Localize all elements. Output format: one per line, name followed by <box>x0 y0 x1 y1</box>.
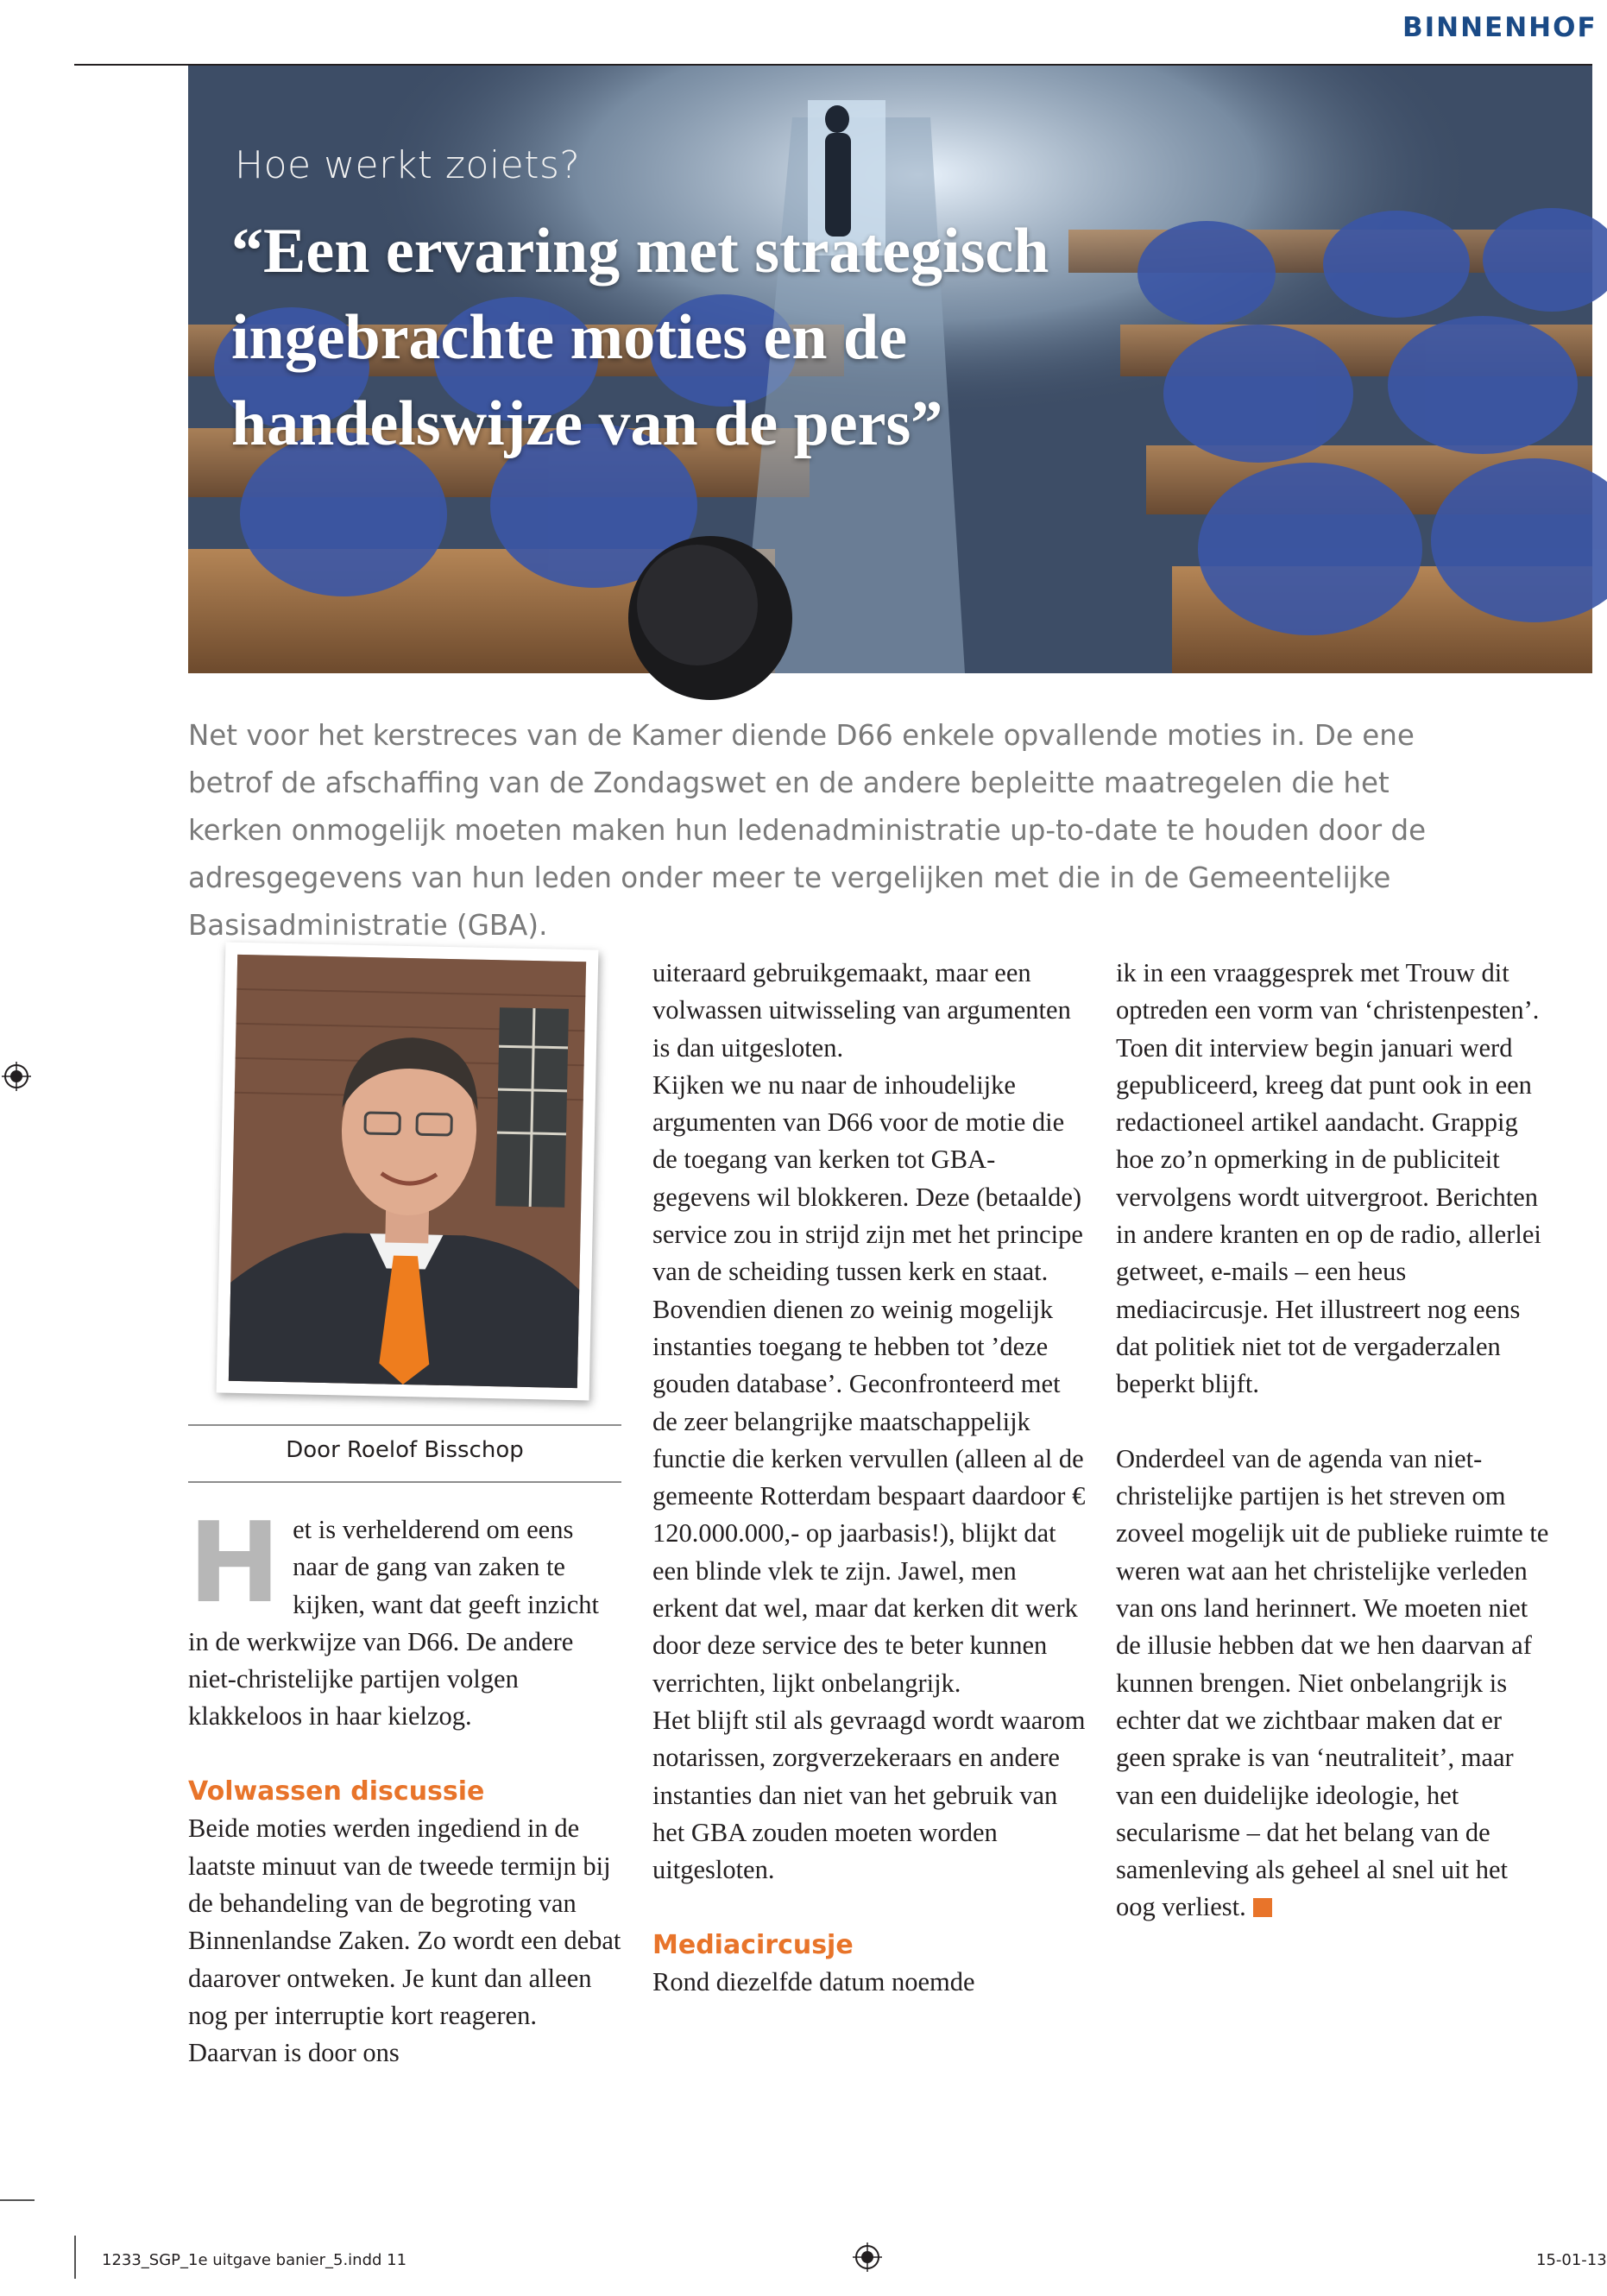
closing-text: Onderdeel van de agenda van niet-christelijke partijen is het streven om zoveel mogelijk uit de publieke ruimte te weren wat aan het christelijke verleden van ons land herinnert. We moeten niet de illusie hebben dat we hen daarvan af kunnen brengen. Niet onbelangrijk is echter dat we zichtbaar maken dat er geen sprake is van ‘neutraliteit’, maar van een duidelijke ideologie, het secularisme – dat het belang van de samenleving als geheel al snel uit het oog verliest. <box>1116 1443 1549 1922</box>
hero-title-line: “Een ervaring met strategisch <box>231 216 1049 287</box>
body-paragraph: Beide moties werden ingediend in de laatste minuut van de tweede termijn bij de behandeling van de begroting van Binnenlandse Zaken. Zo wordt een debat daarover ontweken. Je kunt dan alleen nog per interruptie kort reageren. Daarvan is door ons <box>188 1813 621 2068</box>
crop-mark <box>74 2236 76 2279</box>
byline: Door Roelof Bisschop <box>286 1437 524 1463</box>
footer-filename: 1233_SGP_1e uitgave banier_5.indd 11 <box>102 2251 407 2269</box>
intro-paragraph: Net voor het kerstreces van de Kamer diende D66 enkele opvallende moties in. De ene betrof de afschaffing van de Zondagswet en de andere bepleitte maatregelen die het kerken onmogelijk moeten maken hun ledenadministratie up-to-date te houden door de adresgegevens van hun leden onder meer te vergelijken met die in de Gemeentelijke Basisadministratie (GBA). <box>188 719 1427 942</box>
hero-title-line: ingebrachte moties en de <box>231 302 908 373</box>
hero-image <box>188 66 1592 673</box>
footer-date: 15-01-13 <box>1536 2251 1607 2269</box>
section-label: BINNENHOF <box>1402 12 1598 43</box>
byline-rule-bottom <box>188 1481 621 1483</box>
article-column-2 <box>652 955 1086 2001</box>
dropcap: H <box>188 1499 281 1628</box>
article-column-1 <box>188 1499 621 2072</box>
body-paragraph: uiteraard gebruikgemaakt, maar een volwassen uitwisseling van argumenten is dan uitgesloten. <box>652 958 1071 1063</box>
article-column-3 <box>1116 955 1549 1927</box>
body-paragraph: Kijken we nu naar de inhoudelijke argumenten van D66 voor de motie die de toegang van kerken tot GBA-gegevens wil blokkeren. Deze (betaalde) service zou in strijd zijn met het principe van de scheiding tussen kerk en staat. Bovendien dienen zo weinig mogelijk instanties toegang te hebben tot ’deze gouden database’. Geconfronteerd met de zeer belangrijke maatschappelijk functie die kerken vervullen (alleen al de gemeente Rotterdam bespaart daardoor € 120.000.000,- op jaarbasis!), blijkt dat een blinde vlek te zijn. Jawel, men erkent dat wel, maar dat kerken dit werk door deze service des te beter kunnen verrichten, lijkt onbelangrijk. <box>652 1069 1086 1698</box>
body-paragraph: Het blijft stil als gevraagd wordt waarom notarissen, zorgverzekeraars en andere instanties dan niet van het gebruik van het GBA zouden moeten worden uitgesloten. <box>652 1705 1086 1885</box>
lead-paragraph: et is verhelderend om eens naar de gang van zaken te kijken, want dat geeft inzicht in de werkwijze van D66. De andere niet-christelijke partijen volgen klakkeloos in haar kielzog. <box>188 1515 599 1731</box>
author-portrait <box>229 955 586 1388</box>
author-photo <box>217 943 599 1401</box>
byline-rule-top <box>188 1424 621 1426</box>
body-paragraph: ik in een vraaggesprek met Trouw dit optreden een vorm van ‘christenpesten’. Toen dit interview begin januari werd gepubliceerd, kreeg dat punt ook in een redactioneel artikel aandacht. Grappig hoe zo’n opmerking in de publiciteit vervolgens wordt uitvergroot. Berichten in andere kranten en op de radio, allerlei getweet, e-mails – een heus mediacircusje. Het illustreert nog eens dat politiek niet tot de vergaderzalen beperkt blijft. <box>1116 958 1541 1399</box>
subheading-volwassen-discussie: Volwassen discussie <box>188 1776 485 1807</box>
registration-mark-icon <box>853 2242 882 2272</box>
registration-mark-icon <box>2 1062 31 1091</box>
end-mark-icon <box>1253 1898 1272 1917</box>
hero-kicker: Hoe werkt zoiets? <box>235 143 581 187</box>
body-paragraph: Rond diezelfde datum noemde <box>652 1967 975 1997</box>
subheading-mediacircusje: Mediacircusje <box>652 1929 854 1960</box>
closing-paragraph <box>1116 1441 1549 1927</box>
hero-title <box>231 208 1181 467</box>
hero-title-line: handelswijze van de pers” <box>231 388 943 459</box>
crop-mark <box>0 2199 35 2201</box>
